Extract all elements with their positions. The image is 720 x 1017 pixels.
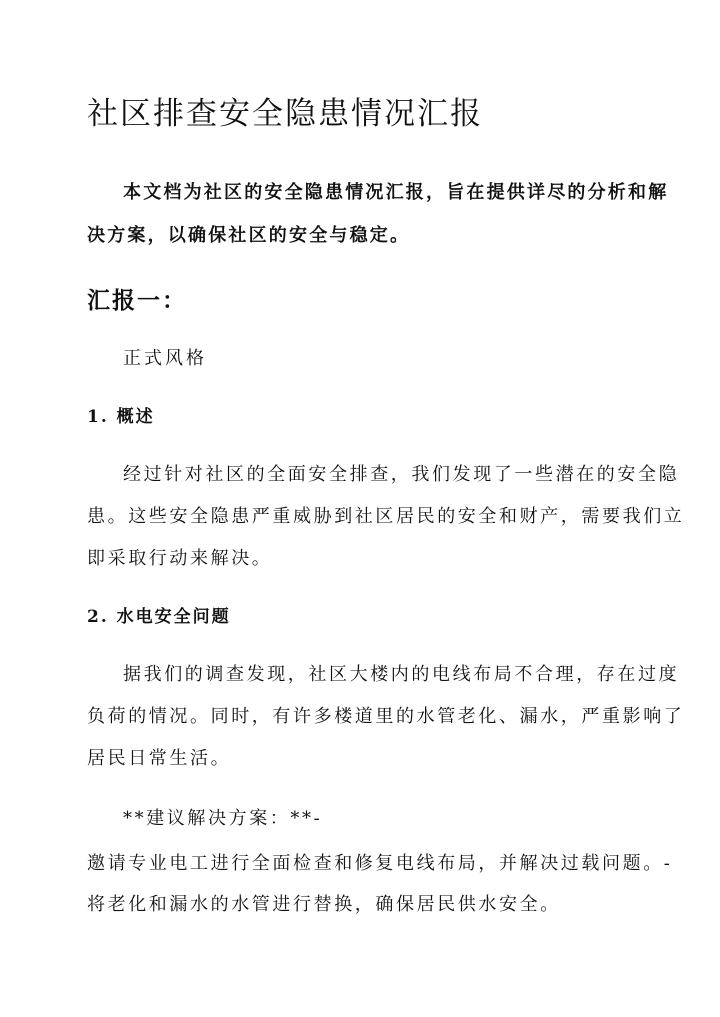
style-note: 正式风格 — [123, 348, 207, 369]
section-2-line-1: 据我们的调查发现，社区大楼内的电线布局不合理，存在过度 — [123, 664, 680, 685]
section-1-line-3: 即采取行动来解决。 — [87, 548, 273, 569]
section-1-line-1: 经过针对社区的全面安全排查，我们发现了一些潜在的安全隐 — [123, 464, 680, 485]
report-heading: 汇报一： — [87, 287, 187, 314]
suggestion-line-2: 将老化和漏水的水管进行替换，确保居民供水安全。 — [87, 894, 561, 915]
suggestion-line-1: 邀请专业电工进行全面检查和修复电线布局，并解决过载问题。- — [87, 853, 673, 874]
section-1-heading: 1. 概述 — [87, 407, 155, 427]
section-1-line-2: 患。这些安全隐患严重威胁到社区居民的安全和财产，需要我们立 — [87, 506, 685, 527]
document-title: 社区排查安全隐患情况汇报 — [87, 96, 483, 132]
intro-line-1: 本文档为社区的安全隐患情况汇报，旨在提供详尽的分析和解 — [123, 182, 669, 203]
suggestions-heading: **建议解决方案：**- — [123, 808, 323, 829]
section-2-line-2: 负荷的情况。同时，有许多楼道里的水管老化、漏水，严重影响了 — [87, 706, 685, 727]
intro-line-2: 决方案，以确保社区的安全与稳定。 — [87, 225, 411, 246]
section-2-heading: 2. 水电安全问题 — [87, 607, 231, 627]
section-2-line-3: 居民日常生活。 — [87, 748, 232, 769]
